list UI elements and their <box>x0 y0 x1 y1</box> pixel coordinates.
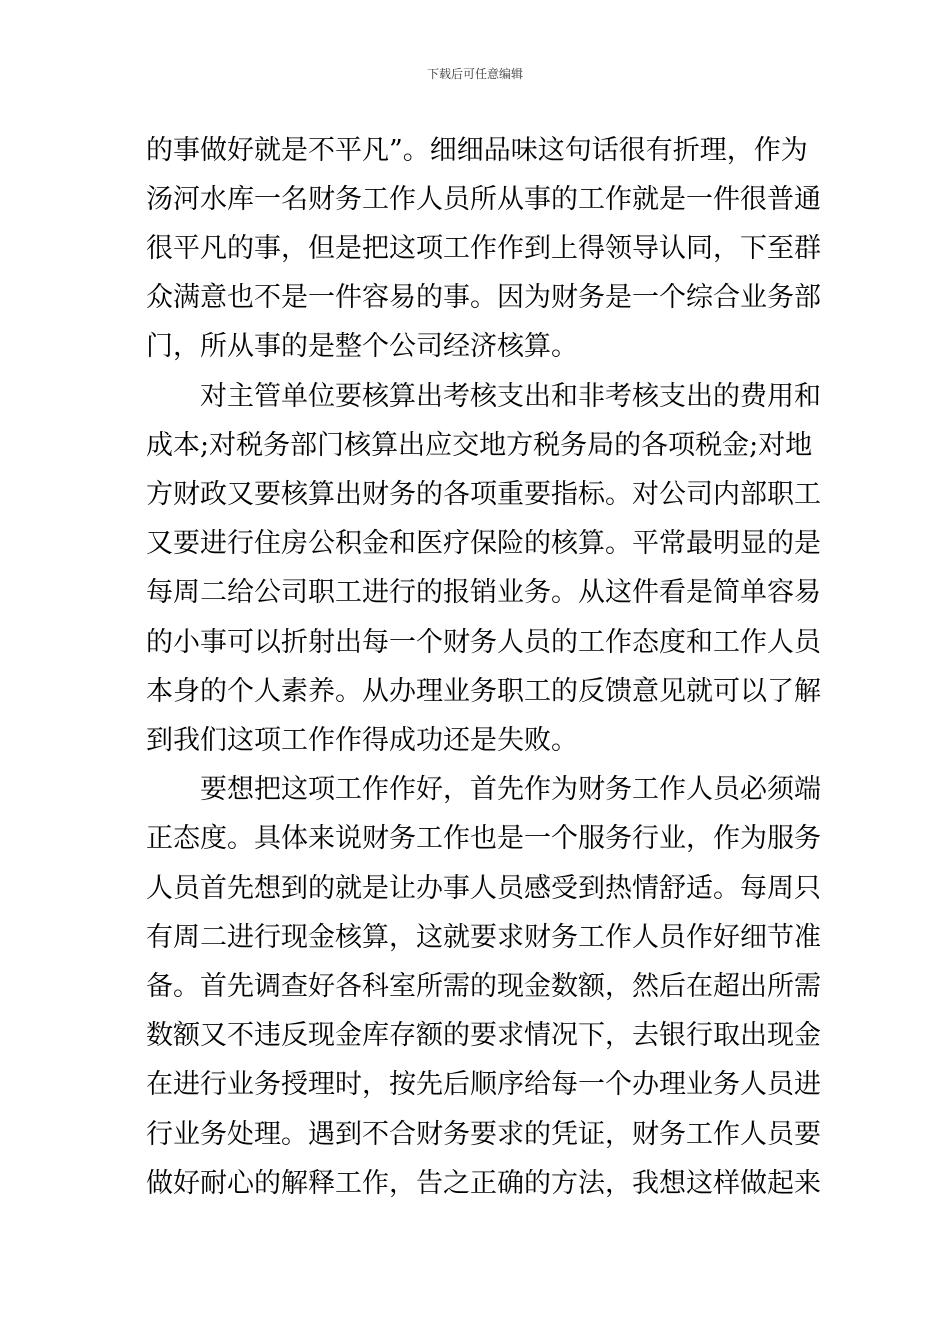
text-line: 成本;对税务部门核算出应交地方税务局的各项税金;对地 <box>146 430 813 461</box>
text-line: 在进行业务授理时，按先后顺序给每一个办理业务人员进 <box>146 1069 821 1100</box>
paragraph-first-line: 要想把这项工作作好，首先作为财务工作人员必须端 <box>200 774 821 805</box>
text-line: 做好耐心的解释工作，告之正确的方法，我想这样做起来 <box>146 1168 821 1199</box>
text-line: 的小事可以折射出每一个财务人员的工作态度和工作人员 <box>146 627 821 658</box>
text-line: 数额又不违反现金库存额的要求情况下，去银行取出现金 <box>146 1020 821 1051</box>
text-line: 有周二进行现金核算，这就要求财务工作人员作好细节准 <box>146 922 821 953</box>
text-line: 人员首先想到的就是让办事人员感受到热情舒适。每周只 <box>146 873 821 904</box>
text-line: 众满意也不是一件容易的事。因为财务是一个综合业务部 <box>146 282 821 313</box>
text-line: 每周二给公司职工进行的报销业务。从这件看是简单容易 <box>146 577 821 608</box>
text-line: 汤河水库一名财务工作人员所从事的工作就是一件很普通 <box>146 184 821 215</box>
text-line: 的事做好就是不平凡”。细细品味这句话很有折理，作为 <box>146 135 808 166</box>
text-line: 到我们这项工作作得成功还是失败。 <box>146 725 578 756</box>
text-line: 又要进行住房公积金和医疗保险的核算。平常最明显的是 <box>146 528 821 559</box>
text-line: 行业务处理。遇到不合财务要求的凭证，财务工作人员要 <box>146 1119 821 1150</box>
text-line: 很平凡的事，但是把这项工作作到上得领导认同，下至群 <box>146 233 821 264</box>
text-line: 本身的个人素养。从办理业务职工的反馈意见就可以了解 <box>146 676 821 707</box>
text-line: 正态度。具体来说财务工作也是一个服务行业，作为服务 <box>146 823 821 854</box>
text-line: 备。首先调查好各科室所需的现金数额，然后在超出所需 <box>146 971 821 1002</box>
page-header: 下载后可任意编辑 <box>426 67 523 81</box>
text-line: 方财政又要核算出财务的各项重要指标。对公司内部职工 <box>146 479 821 510</box>
text-line: 门，所从事的是整个公司经济核算。 <box>146 331 578 362</box>
paragraph-first-line: 对主管单位要核算出考核支出和非考核支出的费用和 <box>200 381 821 412</box>
